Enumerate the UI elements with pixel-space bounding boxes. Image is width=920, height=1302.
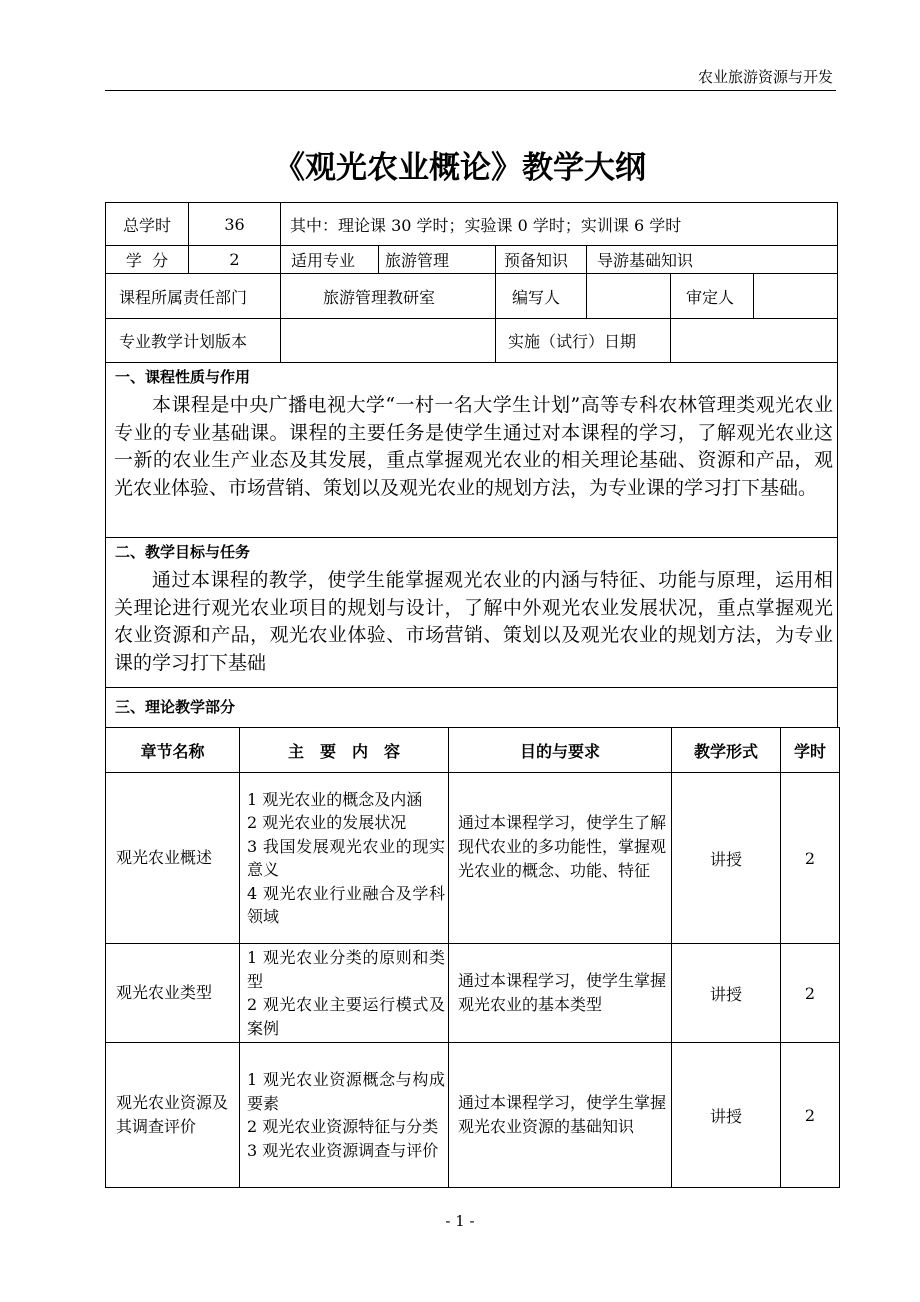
major-label: 适用专业 xyxy=(280,245,379,274)
table-header-row xyxy=(106,728,840,773)
content-item: 1 观光农业分类的原则和类型 xyxy=(247,948,445,991)
content-item: 2 观光农业主要运行模式及案例 xyxy=(247,995,445,1038)
credits-label: 学 分 xyxy=(105,245,189,274)
credit-hours: 2 xyxy=(781,773,840,944)
teaching-method: 讲授 xyxy=(672,773,781,944)
chapter-goal: 通过本课程学习，使学生了解现代农业的多功能性，掌握观光农业的概念、功能、特征 xyxy=(449,773,672,944)
content-item: 3 我国发展观光农业的现实意义 xyxy=(247,836,445,879)
plan-version-value xyxy=(280,318,496,363)
teaching-method: 讲授 xyxy=(672,1043,781,1188)
content-item: 2 观光农业资源特征与分类 xyxy=(247,1117,439,1136)
content-item: 1 观光农业资源概念与构成要素 xyxy=(247,1070,445,1113)
content-item: 1 观光农业的概念及内涵 xyxy=(247,789,423,809)
total-hours-value: 36 xyxy=(188,202,281,246)
chapter-content xyxy=(240,1043,449,1188)
date-value xyxy=(670,318,838,363)
plan-version-label: 专业教学计划版本 xyxy=(105,318,281,363)
table-row xyxy=(106,1043,840,1188)
content-item: 3 观光农业资源调查与评价 xyxy=(247,1140,439,1160)
chapter-content xyxy=(240,944,449,1043)
section-heading: 一、课程性质与作用 xyxy=(115,368,251,386)
reviewer-label: 审定人 xyxy=(670,273,754,319)
header-hours: 学时 xyxy=(781,728,840,773)
reviewer-value xyxy=(753,273,838,319)
author-label: 编写人 xyxy=(495,273,587,319)
content-item: 2 观光农业的发展状况 xyxy=(247,813,407,832)
header-method: 教学形式 xyxy=(672,728,781,773)
table-row xyxy=(106,944,840,1043)
section-objectives xyxy=(105,537,838,688)
chapter-name: 观光农业类型 xyxy=(106,944,240,1043)
section-body: 通过本课程的教学，使学生能掌握观光农业的内涵与特征、功能与原理，运用相关理论进行观光农业项目的规划与设计，了解中外观光农业发展状况，重点掌握观光农业资源和产品，观光农业体验、市场营销、策划以及观光农业的规划方法，为专业课的学习打下基础 xyxy=(114,569,833,674)
section-heading: 二、教学目标与任务 xyxy=(115,543,251,561)
section-theory xyxy=(105,687,838,728)
chapter-goal: 通过本课程学习，使学生掌握观光农业资源的基础知识 xyxy=(449,1043,672,1188)
date-label: 实施（试行）日期 xyxy=(495,318,671,363)
hours-breakdown: 其中：理论课 30 学时；实验课 0 学时；实训课 6 学时 xyxy=(280,202,838,246)
table-row xyxy=(106,773,840,944)
credit-hours: 2 xyxy=(781,1043,840,1188)
document-title: 《观光农业概论》教学大纲 xyxy=(274,150,646,186)
teaching-plan-table xyxy=(105,727,840,1188)
dept-value: 旅游管理教研室 xyxy=(280,273,496,319)
credits-value: 2 xyxy=(188,245,281,274)
running-header: 农业旅游资源与开发 xyxy=(697,68,833,86)
author-value xyxy=(586,273,671,319)
header-chapter: 章节名称 xyxy=(106,728,240,773)
header-content: 主 要 内 容 xyxy=(240,728,449,773)
chapter-content xyxy=(240,773,449,944)
credit-hours: 2 xyxy=(781,944,840,1043)
prereq-label: 预备知识 xyxy=(495,245,587,274)
section-heading: 三、理论教学部分 xyxy=(115,698,236,716)
chapter-name: 观光农业概述 xyxy=(106,773,240,944)
header-rule xyxy=(105,90,836,91)
chapter-goal: 通过本课程学习，使学生掌握观光农业的基本类型 xyxy=(449,944,672,1043)
header-goal: 目的与要求 xyxy=(449,728,672,773)
teaching-method: 讲授 xyxy=(672,944,781,1043)
major-value: 旅游管理 xyxy=(378,245,496,274)
content-item: 4 观光农业行业融合及学科领域 xyxy=(247,883,445,926)
section-course-nature xyxy=(105,362,838,538)
page-number: - 1 - xyxy=(445,1212,475,1230)
section-body: 本课程是中央广播电视大学“一村一名大学生计划”高等专科农林管理类观光农业专业的专业基础课。课程的主要任务是使学生通过对本课程的学习，了解观光农业这一新的农业生产业态及其发展，重点掌握观光农业的相关理论基础、资源和产品，观光农业体验、市场营销、策划以及观光农业的规划方法，为专业课的学习打下基础。 xyxy=(114,394,833,499)
dept-label: 课程所属责任部门 xyxy=(105,273,281,319)
total-hours-label: 总学时 xyxy=(105,202,189,246)
prereq-value: 导游基础知识 xyxy=(586,245,838,274)
chapter-name: 观光农业资源及其调查评价 xyxy=(106,1043,240,1188)
